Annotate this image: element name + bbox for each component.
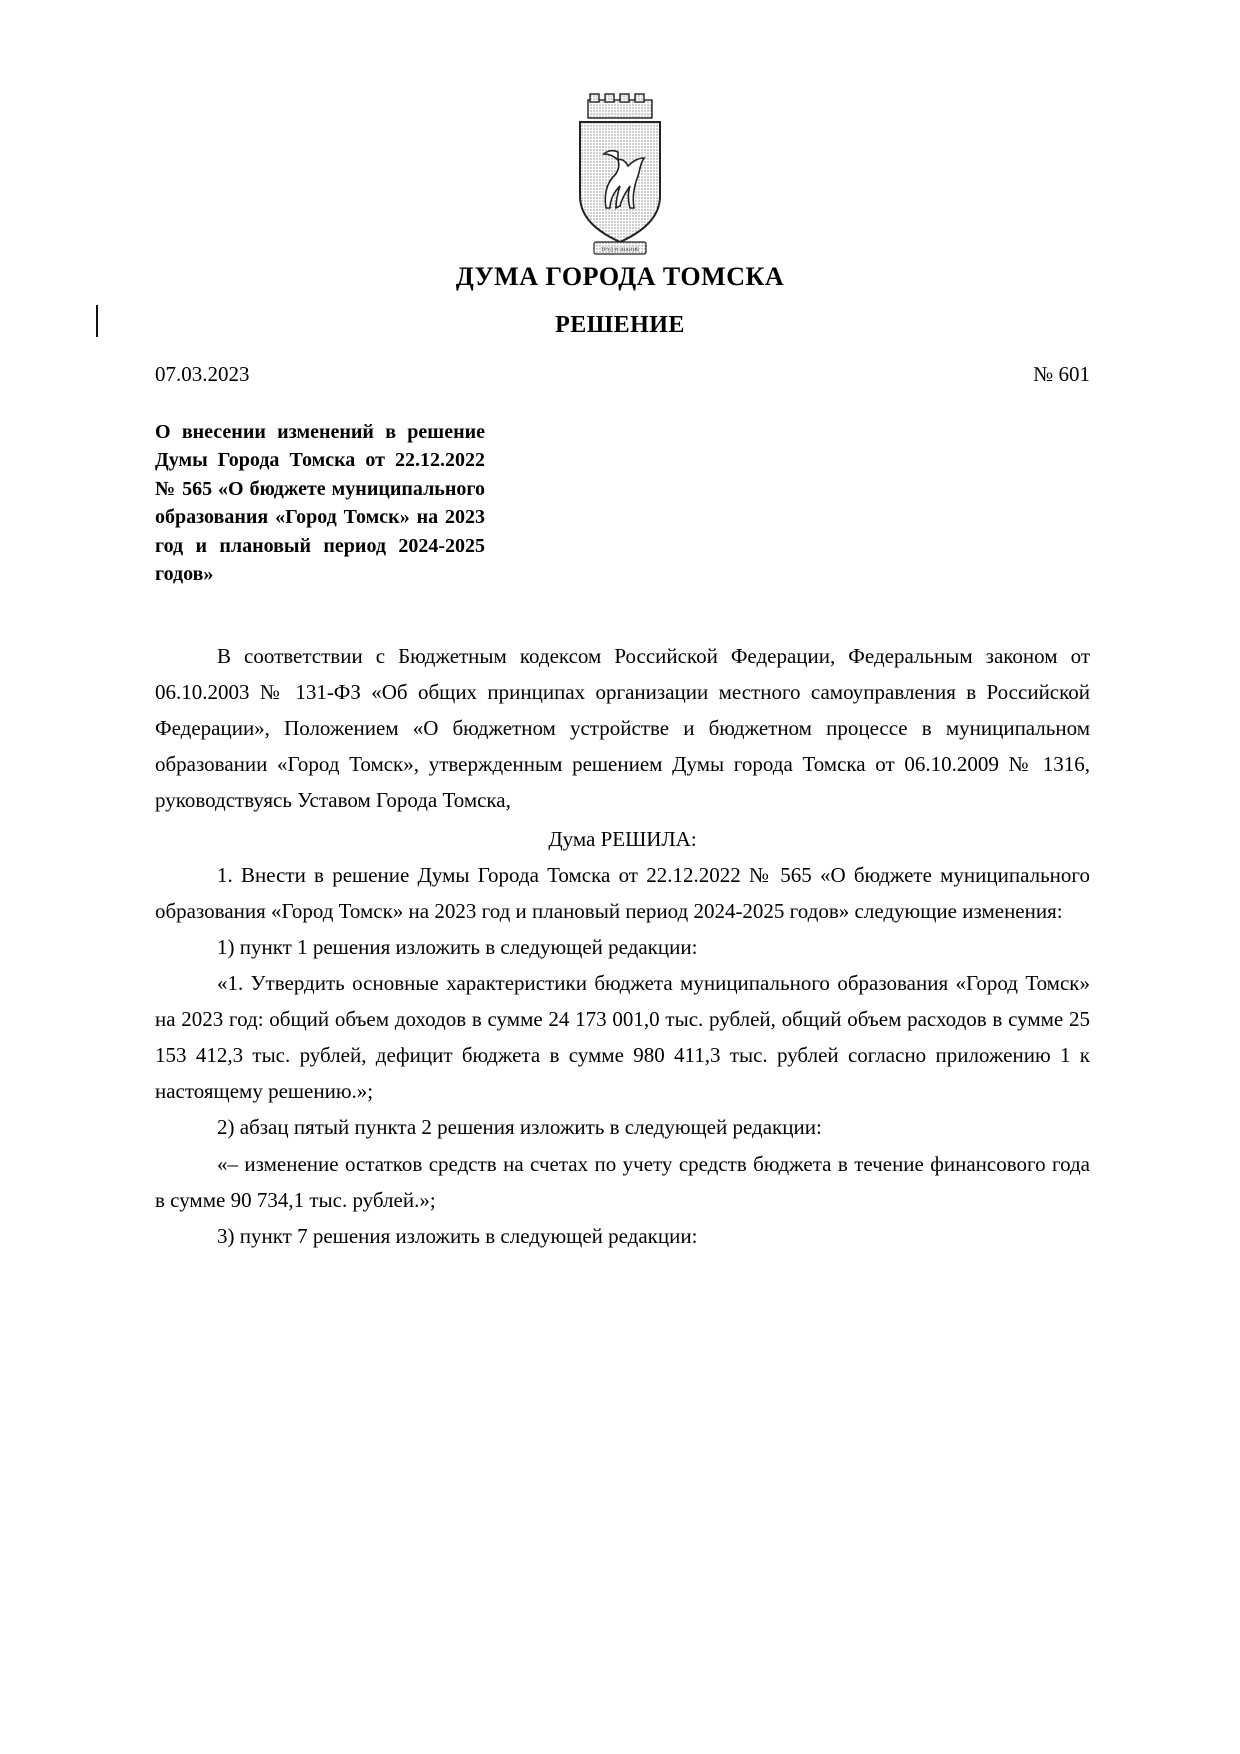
page-title: ДУМА ГОРОДА ТОМСКА	[455, 262, 785, 291]
emblem-container	[0, 92, 1240, 260]
body-paragraph: 3) пункт 7 решения изложить в следующей редакции:	[217, 1223, 698, 1248]
document-type: РЕШЕНИЕ	[555, 312, 685, 338]
document-body	[155, 638, 1090, 1254]
body-paragraph: 1. Внести в решение Думы Города Томска от 22.12.2022 № 565 «О бюджете муниципального образования «Город Томск» на 2023 год и плановый период 2024-2025 годов» следующие изменения:	[155, 862, 1090, 923]
document-meta	[155, 362, 1090, 387]
body-paragraph: В соответствии с Бюджетным кодексом Российской Федерации, Федеральным законом от 06.10.2003 № 131-ФЗ «Об общих принципах организации местного самоуправления в Российской Федерации», Положением «О бюджетном устройстве и бюджетном процессе в муниципальном образовании «Город Томск», утвержденным решением Думы города Томска от 06.10.2009 № 1316, руководствуясь Уставом Города Томска,	[155, 644, 1090, 813]
body-paragraph: «1. Утвердить основные характеристики бюджета муниципального образования «Город Томск» на 2023 год: общий объем доходов в сумме 24 173 001,0 тыс. рублей, общий объем расходов в сумме 25 153 412,3 тыс. рублей, дефицит бюджета в сумме 980 411,3 тыс. рублей согласно приложению 1 к настоящему решению.»;	[155, 970, 1090, 1104]
coat-of-arms-icon	[560, 92, 680, 260]
body-paragraph: 1) пункт 1 решения изложить в следующей редакции:	[217, 934, 698, 959]
svg-text:ТРУД И ЗНАНИЕ: ТРУД И ЗНАНИЕ	[600, 248, 640, 253]
body-paragraph: 2) абзац пятый пункта 2 решения изложить в следующей редакции:	[217, 1115, 822, 1140]
document-header	[0, 262, 1240, 339]
resolution-heading: Дума РЕШИЛА:	[548, 826, 697, 851]
body-paragraph: «– изменение остатков средств на счетах по учету средств бюджета в течение финансового года в сумме 90 734,1 тыс. рублей.»;	[155, 1151, 1090, 1212]
document-date: 07.03.2023	[155, 362, 250, 386]
document-number: № 601	[1033, 362, 1090, 386]
document-subject: О внесении изменений в решение Думы Города Томска от 22.12.2022 № 565 «О бюджете муниципального образования «Город Томск» на 2023 год и плановый период 2024-2025 годов»	[155, 421, 485, 585]
